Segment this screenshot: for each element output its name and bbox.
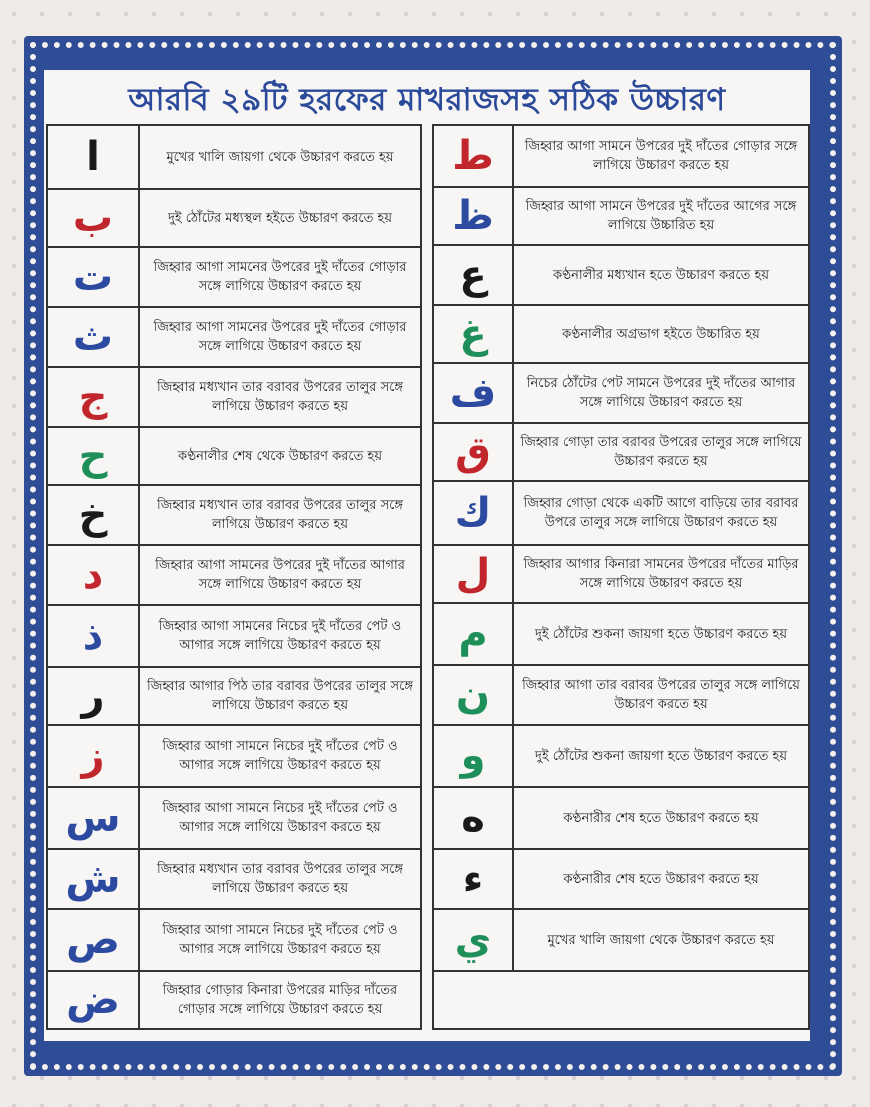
pronunciation-description: নিচের ঠোঁটের পেট সামনে উপরের দুই দাঁতের আগার সঙ্গে লাগিয়ে উচ্চারণ করতে হয় — [526, 376, 796, 410]
pronunciation-description: জিহ্বার আগা সামনের উপরের দুই দাঁতের গোড়ার সঙ্গে লাগিয়ে উচ্চারণ করতে হয় — [153, 260, 407, 294]
table-row — [48, 972, 420, 1030]
arabic-letter: ص — [48, 910, 140, 970]
arabic-letter: س — [48, 788, 140, 848]
arabic-letter: ز — [48, 726, 140, 786]
table-row — [48, 726, 420, 788]
table-row — [48, 850, 420, 910]
arabic-letter: م — [434, 604, 514, 664]
arabic-letter: غ — [434, 306, 514, 362]
arabic-letter: ف — [434, 364, 514, 422]
table-row — [434, 788, 808, 850]
pronunciation-description: জিহ্বার আগা সামনে নিচের দুই দাঁতের পেট ও আগার সঙ্গে লাগিয়ে উচ্চারণ করতে হয় — [162, 923, 398, 957]
pronunciation-description: মুখের খালি জায়গা থেকে উচ্চারণ করতে হয় — [166, 149, 394, 165]
arabic-letter: و — [434, 726, 514, 786]
table-row — [434, 482, 808, 546]
pronunciation-description: জিহ্বার মধ্যখান তার বরাবর উপরের তালুর সঙ্গে লাগিয়ে উচ্চারণ করতে হয় — [156, 862, 404, 896]
pronunciation-description: দুই ঠোঁটের মধ্যস্থল হইতে উচ্চারণ করতে হয় — [167, 210, 393, 226]
pronunciation-description: জিহ্বার মধ্যখান তার বরাবর উপরের তালুর সঙ্গে লাগিয়ে উচ্চারণ করতে হয় — [156, 498, 404, 532]
table-row — [48, 486, 420, 546]
pronunciation-description: জিহ্বার গোড়া তার বরাবর উপরের তালুর সঙ্গে লাগিয়ে উচ্চারণ করতে হয় — [520, 435, 802, 469]
pronunciation-description: জিহ্বার আগা সামনে উপরের দুই দাঁতের গোড়ার সঙ্গে লাগিয়ে উচ্চারণ করতে হয় — [524, 139, 798, 173]
arabic-letter: ا — [48, 126, 140, 188]
pronunciation-description: জিহ্বার আগা সামনে নিচের দুই দাঁতের পেট ও আগার সঙ্গে লাগিয়ে উচ্চারণ করতে হয় — [162, 739, 398, 773]
right-column — [432, 124, 810, 1030]
pronunciation-description: কণ্ঠনারীর শেষ হতে উচ্চারণ করতে হয় — [563, 810, 759, 826]
table-row — [434, 364, 808, 424]
arabic-letter: ع — [434, 246, 514, 304]
table-row — [434, 246, 808, 306]
arabic-letter: ن — [434, 666, 514, 724]
table-row — [434, 126, 808, 188]
table-row — [48, 428, 420, 486]
pronunciation-description: জিহ্বার মধ্যখান তার বরাবর উপরের তালুর সঙ্গে লাগিয়ে উচ্চারণ করতে হয় — [156, 380, 404, 414]
arabic-letter: ح — [48, 428, 140, 484]
table-row — [434, 424, 808, 482]
table-row — [434, 850, 808, 910]
pronunciation-description: জিহ্বার আগার কিনারা সামনের উপরের দাঁতের মাড়ির সঙ্গে লাগিয়ে উচ্চারণ করতে হয় — [523, 557, 799, 591]
table-row — [48, 910, 420, 972]
arabic-letter: ل — [434, 546, 514, 602]
arabic-letter: ق — [434, 424, 514, 480]
pronunciation-description: দুই ঠোঁটের শুকনা জায়গা হতে উচ্চারণ করতে হয় — [535, 626, 787, 642]
arabic-letter: ب — [48, 190, 140, 246]
arabic-letter: ظ — [434, 188, 514, 244]
table-row — [48, 126, 420, 190]
table-row — [48, 368, 420, 428]
pronunciation-description: জিহ্বার আগা সামনে নিচের দুই দাঁতের পেট ও আগার সঙ্গে লাগিয়ে উচ্চারণ করতে হয় — [162, 801, 398, 835]
pronunciation-description: জিহ্বার আগা সামনে উপরের দুই দাঁতের আগের সঙ্গে লাগিয়ে উচ্চারিত হয় — [525, 199, 797, 233]
left-column — [46, 124, 422, 1030]
pronunciation-description: জিহ্বার গোড়ার কিনারা উপরের মাড়ির দাঁতের গোড়ার সঙ্গে লাগিয়ে উচ্চারণ করতে হয় — [162, 983, 398, 1017]
empty-row — [434, 972, 808, 1030]
arabic-letter: ك — [434, 482, 514, 544]
arabic-letter: ر — [48, 668, 140, 724]
arabic-letter: ه — [434, 788, 514, 848]
arabic-letter: ت — [48, 248, 140, 306]
table-row — [434, 726, 808, 788]
pronunciation-description: জিহ্বার গোড়া থেকে একটি আগে বাড়িয়ে তার বরাবর উপরে তালুর সঙ্গে লাগিয়ে উচ্চারণ করতে হয় — [523, 496, 799, 530]
arabic-letter: ذ — [48, 606, 140, 666]
pronunciation-description: মুখের খালি জায়গা থেকে উচ্চারণ করতে হয় — [547, 932, 775, 948]
pronunciation-description: কণ্ঠনালীর অগ্রভাগ হইতে উচ্চারিত হয় — [562, 326, 760, 342]
table-row — [48, 248, 420, 308]
pronunciation-description: কণ্ঠনালীর শেষ থেকে উচ্চারণ করতে হয় — [177, 448, 383, 464]
arabic-letter: ض — [48, 972, 140, 1028]
table-row — [48, 788, 420, 850]
table-row — [434, 910, 808, 972]
table-row — [434, 188, 808, 246]
arabic-letter: خ — [48, 486, 140, 544]
pronunciation-description: জিহ্বার আগা সামনের উপরের দুই দাঁতের গোড়ার সঙ্গে লাগিয়ে উচ্চারণ করতে হয় — [153, 320, 407, 354]
arabic-letter: ش — [48, 850, 140, 908]
table-row — [434, 546, 808, 604]
pronunciation-description: জিহ্বার আগা তার বরাবর উপরের তালুর সঙ্গে লাগিয়ে উচ্চারণ করতে হয় — [522, 678, 800, 712]
arabic-letter: ط — [434, 126, 514, 186]
table-row — [48, 308, 420, 368]
pronunciation-description: জিহ্বার আগা সামনের উপরের দুই দাঁতের আগার সঙ্গে লাগিয়ে উচ্চারণ করতে হয় — [155, 558, 405, 592]
table-row — [48, 606, 420, 668]
pronunciation-description: কণ্ঠনালীর মধ্যখান হতে উচ্চারণ করতে হয় — [552, 267, 770, 283]
table-row — [48, 668, 420, 726]
arabic-letter: د — [48, 546, 140, 604]
table-row — [48, 190, 420, 248]
pronunciation-description: জিহ্বার আগার পিঠ তার বরাবর উপরের তালুর সঙ্গে লাগিয়ে উচ্চারণ করতে হয় — [147, 679, 413, 713]
arabic-letter: ج — [48, 368, 140, 426]
pronunciation-description: দুই ঠোঁটের শুকনা জায়গা হতে উচ্চারণ করতে হয় — [535, 748, 787, 764]
arabic-letter: ث — [48, 308, 140, 366]
table-row — [434, 306, 808, 364]
arabic-letter: ي — [434, 910, 514, 970]
page-title: আরবি ২৯টি হরফের মাখরাজসহ সঠিক উচ্চারণ — [128, 82, 726, 118]
pronunciation-description: কণ্ঠনারীর শেষ হতে উচ্চারণ করতে হয় — [563, 871, 759, 887]
arabic-letter: ء — [434, 850, 514, 908]
table-row — [434, 666, 808, 726]
table-row — [48, 546, 420, 606]
pronunciation-description: জিহ্বার আগা সামনের নিচের দুই দাঁতের পেট ও আগার সঙ্গে লাগিয়ে উচ্চারণ করতে হয় — [158, 619, 402, 653]
table-row — [434, 604, 808, 666]
